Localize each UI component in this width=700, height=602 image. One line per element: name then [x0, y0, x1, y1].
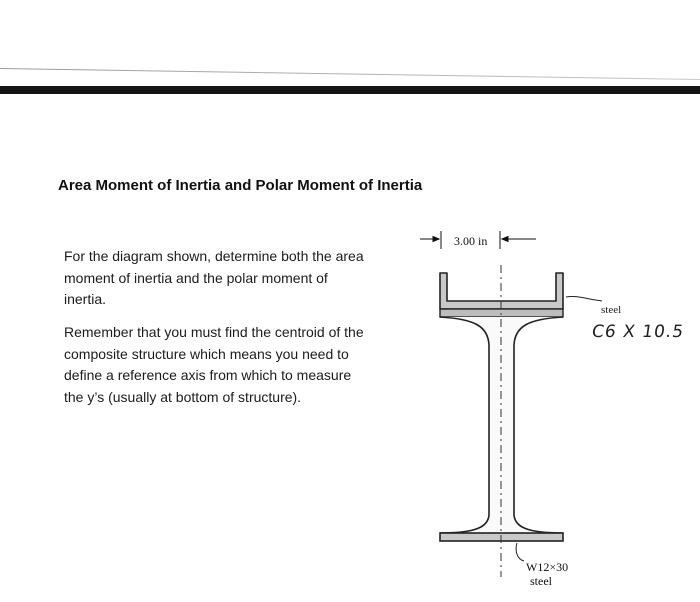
composite-section-diagram — [400, 205, 680, 595]
channel-designation-handwritten: C6 X 10.5 — [590, 322, 686, 342]
instruction-paragraph-2: Remember that you must find the centroid of the composite structure which means you need to define a reference axis from which to measure the y’s (usually at bottom of structure). — [64, 324, 364, 405]
top-thick-rule — [0, 86, 700, 94]
instruction-paragraph-1: For the diagram shown, determine both the area moment of inertia and the polar moment of inertia. — [64, 248, 364, 307]
channel-material-label: steel — [601, 304, 622, 316]
top-thin-rule — [0, 68, 700, 80]
w12-leader — [516, 543, 524, 561]
page-title: Area Moment of Inertia and Polar Moment of Inertia — [58, 177, 423, 194]
dimension-label: 3.00 in — [454, 234, 488, 248]
wide-flange-material-label: steel — [530, 574, 552, 588]
wide-flange-designation: W12×30 — [526, 560, 569, 574]
c6-leader — [566, 296, 602, 301]
